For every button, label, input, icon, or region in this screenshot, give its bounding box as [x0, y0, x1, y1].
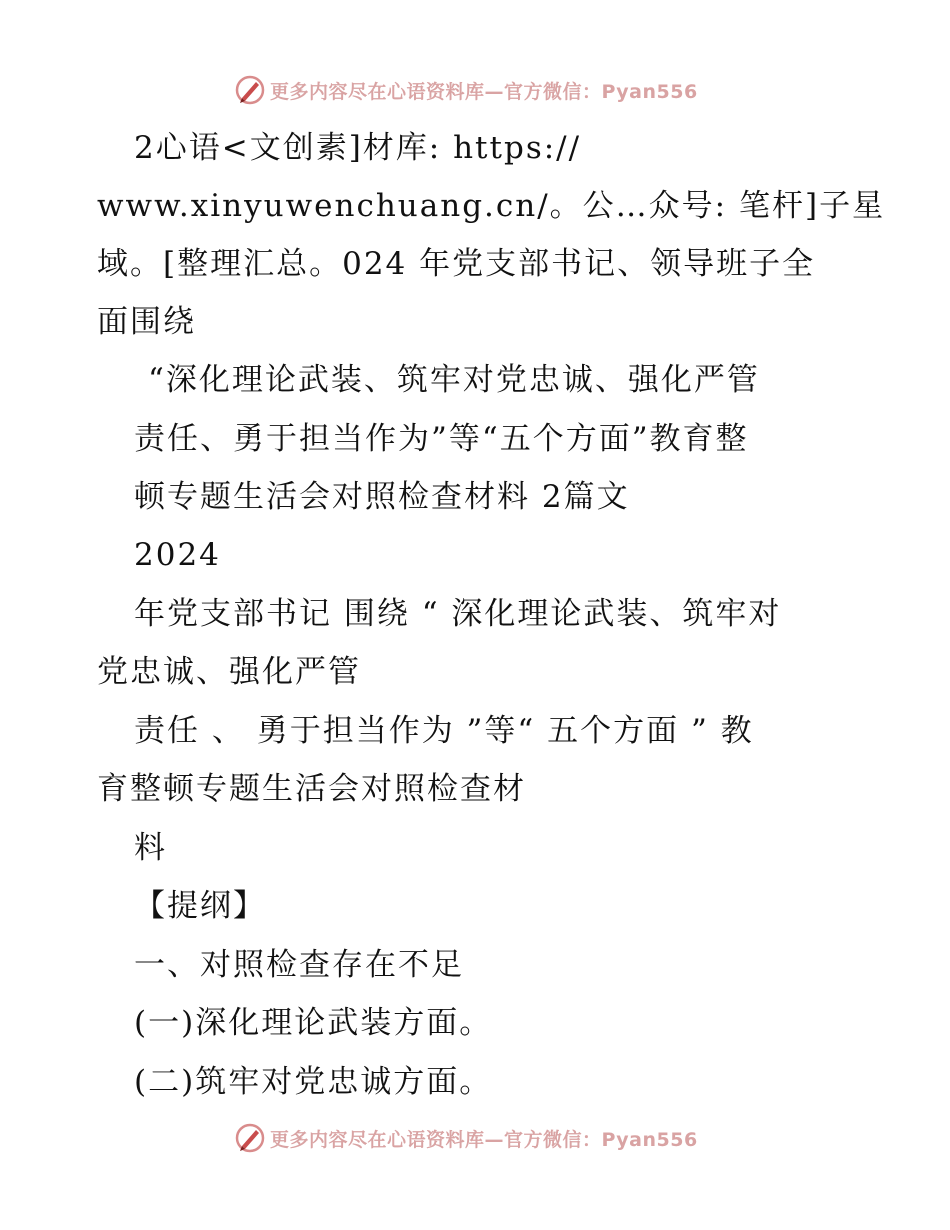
text-line: 顿专题生活会对照检查材料 2篇文: [134, 479, 630, 515]
outline-heading: 【提纲】: [134, 888, 266, 924]
watermark-text: 更多内容尽在心语资料库—官方微信：Pyan556: [270, 1128, 698, 1151]
text-line: 面围绕: [97, 304, 196, 340]
watermark-text: 更多内容尽在心语资料库—官方微信：Pyan556: [270, 80, 698, 103]
text-line: 育整顿专题生活会对照检查材: [97, 771, 526, 807]
text-line: 域。[整理汇总。024 年党支部书记、领导班子全: [97, 246, 816, 282]
text-line: 年党支部书记 围绕 “ 深化理论武装、筑牢对: [134, 596, 782, 632]
text-line: 责任 、 勇于担当作为 ”等“ 五个方面 ” 教: [134, 713, 754, 749]
text-line: www.xinyuwenchuang.cn/。公…众号: 笔杆]子星: [97, 188, 886, 224]
text-line: 责任、勇于担当作为”等“五个方面”教育整: [134, 421, 749, 457]
text-line: 2心语<文创素]材库: https://: [134, 130, 582, 166]
text-line: 党忠诚、强化严管: [97, 654, 361, 690]
subsection-item: (二)筑牢对党忠诚方面。: [134, 1064, 493, 1100]
text-line: 料: [134, 830, 167, 866]
text-line: 2024: [134, 537, 221, 573]
section-heading: 一、对照检查存在不足: [134, 947, 464, 983]
text-line: “深化理论武装、筑牢对党忠诚、强化严管: [148, 362, 760, 398]
footer-watermark: [234, 1122, 698, 1154]
subsection-item: (一)深化理论武装方面。: [134, 1005, 493, 1041]
pen-logo-icon: [234, 1122, 266, 1154]
